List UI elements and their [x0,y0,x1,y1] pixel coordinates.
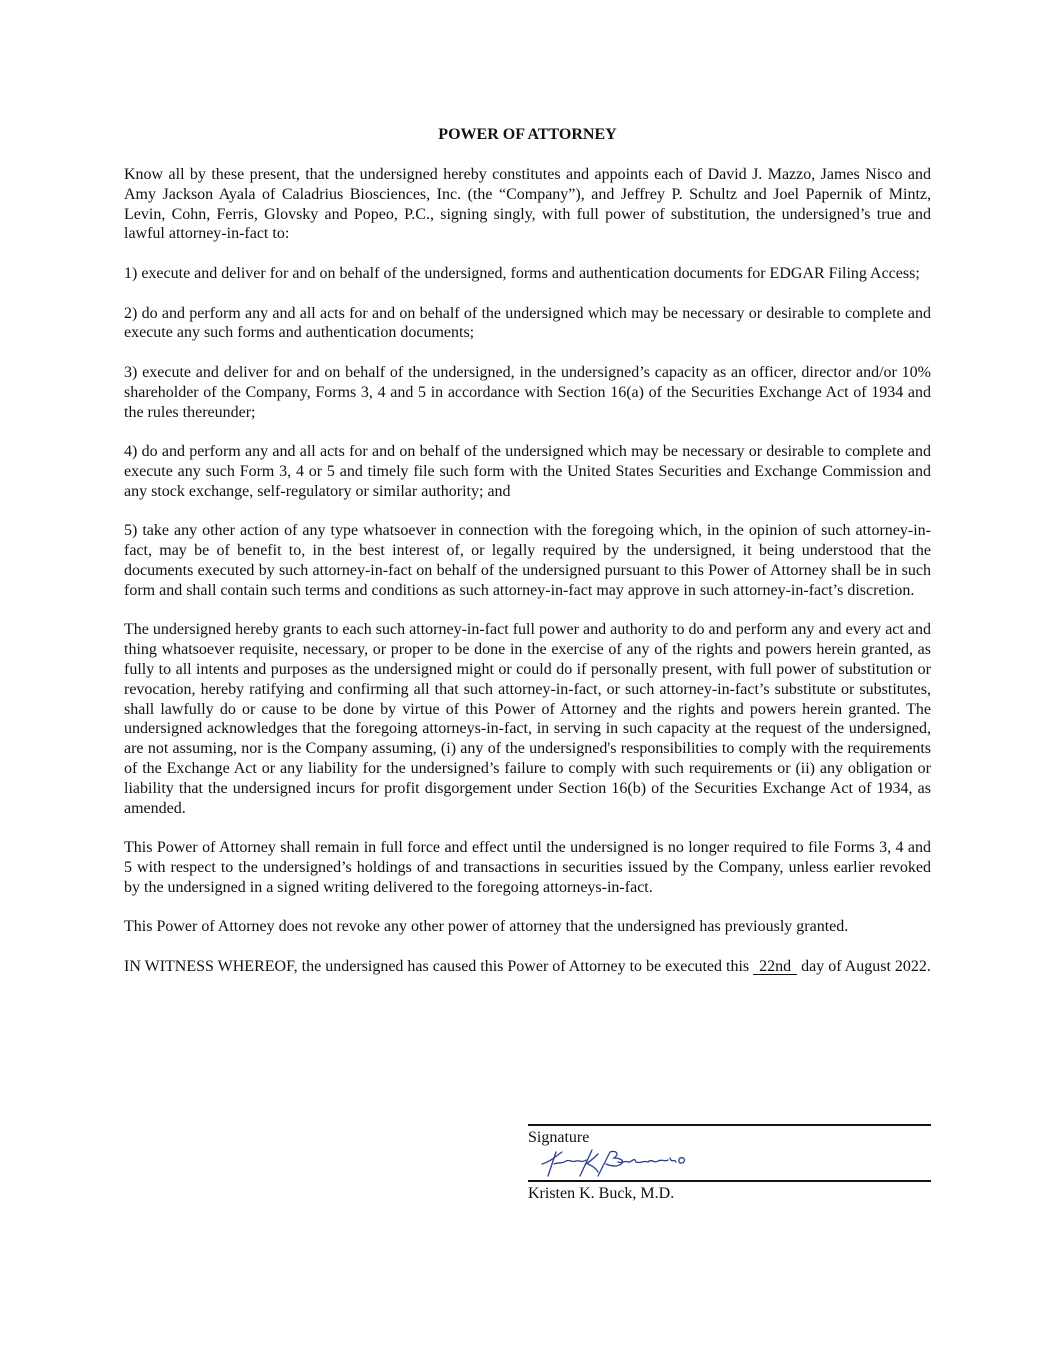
paragraph-no-revoke: This Power of Attorney does not revoke any other power of attorney that the undersigned has previously granted. [124,918,849,936]
witness-text-after: day of August 2022. [797,957,931,975]
signature-bottom-rule [528,1180,931,1182]
paragraph-item-5: 5) take any other action of any type whatsoever in connection with the foregoing which, in the opinion of such attorney-in-fact, may be of benefit to, in the best interest of, or legally required by the undersigned, it being understood that the documents executed by such attorney-in-fact on behalf of the undersigned pursuant to this Power of Attorney shall be in such form and shall contain such terms and conditions as such attorney-in-fact may approve in such attorney-in-fact’s discretion. [124,522,931,599]
paragraph-item-2: 2) do and perform any and all acts for and on behalf of the undersigned which may be necessary or desirable to complete and execute any such forms and authentication documents; [124,304,931,342]
paragraph-item-4: 4) do and perform any and all acts for and on behalf of the undersigned which may be necessary or desirable to complete and execute any such Form 3, 4 or 5 and timely file such form with the United States Securities and Exchange Commission and any stock exchange, self-regulatory or similar authority; and [124,443,931,500]
signature-block [528,1124,931,1204]
document-body [124,125,931,996]
document-title: POWER OF ATTORNEY [438,126,617,143]
paragraph-item-1: 1) execute and deliver for and on behalf of the undersigned, forms and authentication documents for EDGAR Filing Access; [124,264,920,282]
signature-top-rule [528,1124,931,1126]
paragraph-grant: The undersigned hereby grants to each such attorney-in-fact full power and authority to do and perform any and every act and thing whatsoever requisite, necessary, or proper to be done in the exercise of any of the rights and powers herein granted, as fully to all intents and purposes as the undersigned might or could do if personally present, with full power of substitution or revocation, hereby ratifying and confirming all that such attorney-in-fact, or such attorney-in-fact’s substitute or substitutes, shall lawfully do or cause to be done by virtue of this Power of Attorney and the rights and powers herein granted. The undersigned acknowledges that the foregoing attorneys-in-fact, in serving in such capacity at the request of the undersigned, are not assuming, nor is the Company assuming, (i) any of the undersigned's responsibilities to comply with the requirements of the Exchange Act or any liability for the undersigned’s failure to comply with such requirements or (ii) any obligation or liability that the undersigned incurs for profit disgorgement under Section 16(b) of the Securities Exchange Act of 1934, as amended. [124,621,931,817]
paragraph-item-3: 3) execute and deliver for and on behalf of the undersigned, in the undersigned’s capacity as an officer, director and/or 10% shareholder of the Company, Forms 3, 4 and 5 in accordance with Section 16(a) of the Securities Exchange Act of 1934 and the rules thereunder; [124,363,931,421]
paragraph-duration: This Power of Attorney shall remain in full force and effect until the undersigned is no longer required to file Forms 3, 4 and 5 with respect to the undersigned’s holdings of and transactions in securities issued by the Company, unless earlier revoked by the undersigned in a signed writing delivered to the foregoing attorneys-in-fact. [124,839,931,896]
paragraph-witness [124,957,931,977]
signature-label: Signature [528,1129,590,1146]
paragraph-appointment: Know all by these present, that the undersigned hereby constitutes and appoints each of David J. Mazzo, James Nisco and Amy Jackson Ayala of Caladrius Biosciences, Inc. (the “Company”), and Jeffrey P. Schultz and Joel Papernik of Mintz, Levin, Cohn, Ferris, Glovsky and Popeo, P.C., signing singly, with full power of substitution, the undersigned’s true and lawful attorney-in-fact to: [124,166,931,243]
handwritten-signature-image [536,1148,696,1178]
witness-text-before: IN WITNESS WHEREOF, the undersigned has caused this Power of Attorney to be executed this [124,957,754,975]
signer-name: Kristen K. Buck, M.D. [528,1185,675,1202]
witness-day-field: 22nd [753,959,797,975]
